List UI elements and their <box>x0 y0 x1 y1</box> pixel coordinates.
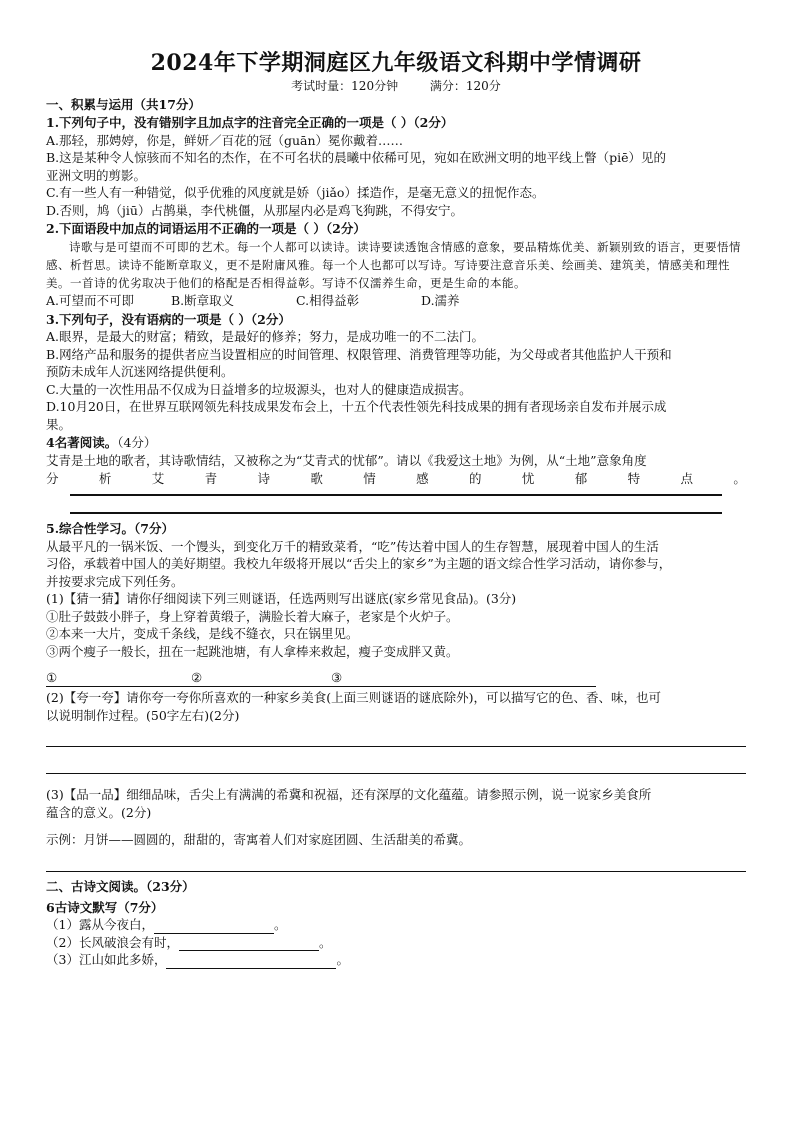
section-2-heading: 二、古诗文阅读。（23分） <box>46 878 195 894</box>
q6-blank-3[interactable] <box>166 955 336 969</box>
q6-blank-1[interactable] <box>154 920 274 934</box>
q5-riddle-3: ③两个瘦子一般长，扭在一起跳池塘，有人拿棒来救起，瘦子变成胖又黄。 <box>46 643 459 659</box>
q4-title: 4名著阅读。 <box>46 435 118 450</box>
q4-char: 艾 <box>151 471 165 486</box>
q4-char: 点 <box>680 471 694 486</box>
q2-option-b: B.断章取义 <box>171 292 235 308</box>
q5-task-3-answer-line[interactable] <box>46 855 746 872</box>
q5-riddle-answers <box>46 670 746 687</box>
q5-task-2-line1: (2)【夸一夸】请你夸一夸你所喜欢的一种家乡美食(上面三则谜语的谜底除外)，可以描写它的色、香、味，也可 <box>46 690 661 705</box>
q6-line-1 <box>46 916 746 934</box>
q6-line-1-end: 。 <box>273 917 287 932</box>
q4-char: 青 <box>204 471 218 486</box>
q1-stem: 1.下列句子中，没有错别字且加点字的注音完全正确的一项是（ ）（2分） <box>46 115 454 130</box>
q4-answer-line-1[interactable] <box>70 494 722 496</box>
q4-line2 <box>46 469 746 489</box>
q5-riddle-2: ②本来一大片，变成千条线，是线不缝衣，只在锅里见。 <box>46 626 359 641</box>
q4-char: 析 <box>98 471 112 486</box>
q3-stem: 3.下列句子，没有语病的一项是（ ）（2分） <box>46 311 291 327</box>
riddle-answer-3[interactable]: ③ <box>331 670 596 687</box>
q5-riddle-1: ①肚子鼓鼓小胖子，身上穿着黄缎子，满脸长着大麻子，老家是个火炉子。 <box>46 608 459 624</box>
q3-option-d-line1: D.10月20日，在世界互联网领先科技成果发布会上，十五个代表性领先科技成果的拥有者现场亲自发布并展示成 <box>46 399 667 414</box>
q6-line-2-text: （2）长风破浪会有时， <box>46 934 179 950</box>
q3-option-b-line1: B.网络产品和服务的提供者应当设置相应的时间管理、权限管理、消费管理等功能，为父母或者其他监护人干预和 <box>46 346 672 362</box>
q3-option-a: A.眼界，是最大的财富；精致，是最好的修养；努力，是成功唯一的不二法门。 <box>46 329 485 344</box>
q2-option-a: A.可望而不可即 <box>46 292 135 308</box>
q6-line-3-end: 。 <box>336 952 349 967</box>
q1-option-b-line1: B.这是某种令人惊骇而不知名的杰作，在不可名状的晨曦中依稀可见，宛如在欧洲文明的地平线上瞥（piē）见的 <box>46 150 667 165</box>
q4-char: 感 <box>416 471 429 486</box>
riddle-answer-1[interactable]: ① <box>46 670 191 687</box>
q4-char: 诗 <box>257 471 271 486</box>
q4-stem <box>46 434 746 452</box>
q6-stem: 6古诗文默写（7分） <box>46 899 164 915</box>
q5-intro-3: 并按要求完成下列任务。 <box>46 573 184 589</box>
q5-stem: 5.综合性学习。（7分） <box>46 521 174 536</box>
q5-intro-2: 习俗，承载着中国人的美好期望。我校九年级将开展以“舌尖上的家乡”为主题的语文综合性学习活动，请你参与， <box>46 556 672 571</box>
q5-task-2-answer-line-2[interactable] <box>46 757 746 774</box>
q1-option-b-line2: 亚洲文明的剪影。 <box>46 167 147 183</box>
section-1-heading: 一、积累与运用（共17分） <box>46 97 201 112</box>
q4-char: 情 <box>363 471 376 486</box>
q6-line-2 <box>46 934 746 952</box>
q5-task-1: (1)【猜一猜】请你仔细阅读下列三则谜语，任选两则写出谜底(家乡常见食品)。(3分) <box>46 591 517 606</box>
riddle-answer-2[interactable]: ② <box>191 670 331 687</box>
q5-intro-1: 从最平凡的一锅米饭、一个馒头，到变化万千的精致菜肴，“吃”传达着中国人的生存智慧，展现着中国人的生活 <box>46 538 659 554</box>
q6-line-3-text: （3）江山如此多娇， <box>46 952 167 967</box>
q4-char: 歌 <box>310 471 323 486</box>
q5-example: 示例：月饼——圆圆的，甜甜的，寄寓着人们对家庭团圆、生活甜美的希冀。 <box>46 832 472 847</box>
q6-line-3 <box>46 951 746 969</box>
q4-char: 的 <box>469 471 482 486</box>
q1-option-a: A.那轻，那娉婷，你是，鲜妍／百花的冠（guān）冕你戴着…… <box>46 132 404 148</box>
exam-time: 考试时量：120分钟 <box>291 79 399 93</box>
q6-line-2-end: 。 <box>318 934 332 950</box>
q2-stem: 2.下面语段中加点的词语运用不正确的一项是（ ）（2分） <box>46 221 366 236</box>
q3-option-b-line2: 预防未成年人沉迷网络提供便利。 <box>46 364 234 379</box>
q6-blank-2[interactable] <box>179 937 319 951</box>
q4-answer-line-2[interactable] <box>70 512 722 514</box>
q4-char: 特 <box>627 471 641 486</box>
q5-task-3-line1: (3)【品一品】细细品味，舌尖上有满满的希冀和祝福，还有深厚的文化蕴蕴。请参照示例，说一说家乡美食所 <box>46 787 652 802</box>
q5-task-3-line2: 蕴含的意义。(2分) <box>46 804 152 820</box>
q4-char: 郁 <box>574 471 588 486</box>
q5-task-2-answer-line-1[interactable] <box>46 730 746 747</box>
exam-score: 满分：120分 <box>429 79 501 93</box>
q4-line1: 艾青是土地的歌者，其诗歌情结，又被称之为“艾青式的忧郁”。请以《我爱这土地》为例，从“土地”意象角度 <box>46 452 647 468</box>
q5-task-2-line2: 以说明制作过程。(50字左右)(2分) <box>46 707 240 723</box>
q4-char: 。 <box>733 471 746 486</box>
q2-passage: 诗歌与是可望而不可即的艺术。每一个人都可以读诗。读诗要读透饱含情感的意象，要品精炼优美、新颖别致的语言，更要悟情感、析哲思。读诗不能断章取义，更不是附庸风雅。每一个人也都可以写诗。写诗要注意音乐美、绘画美、建筑美，情感美和理性美。一首诗的优劣取决于他们的格配是否相得益彰。写诗不仅濡养生命，更是生命的本能。 <box>46 239 741 290</box>
q6-line-1-text: （1）露从今夜白， <box>46 917 154 932</box>
q1-option-c: C.有一些人有一种错觉，似乎优雅的风度就是娇（jiǎo）揉造作，是毫无意义的扭怩作态。 <box>46 185 545 200</box>
q3-option-d-line2: 果。 <box>46 416 72 432</box>
q4-char: 忧 <box>521 471 535 486</box>
q2-options <box>46 292 746 310</box>
q1-option-d: D.否则，鸠（jiū）占鹊巢，李代桃僵，从那屋内必是鸡飞狗跳，不得安宁。 <box>46 202 463 218</box>
exam-meta <box>46 78 746 94</box>
exam-page <box>46 48 746 969</box>
q3-option-c: C.大量的一次性用品不仅成为日益增多的垃圾源头，也对人的健康造成损害。 <box>46 381 472 397</box>
exam-title: 2024年下学期洞庭区九年级语文科期中学情调研 <box>150 50 642 76</box>
q4-score: （4分） <box>117 435 157 450</box>
q2-option-d: D.濡养 <box>421 292 460 308</box>
q4-char: 分 <box>46 471 59 486</box>
q2-option-c: C.相得益彰 <box>296 292 360 308</box>
